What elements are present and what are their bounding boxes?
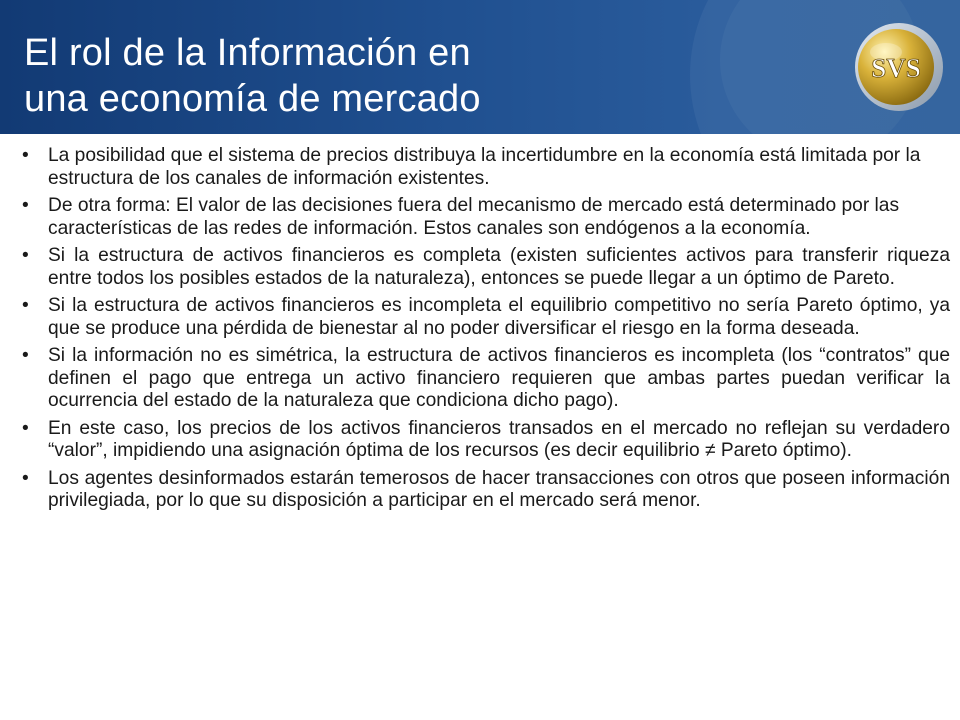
slide-header <box>0 0 960 134</box>
bullet-text: En este caso, los precios de los activos financieros transados en el mercado no reflejan su verdadero “valor”, impidiendo una asignación óptima de los recursos (es decir equilibrio ≠ Pareto óptimo). <box>48 417 950 461</box>
slide-title-line-2: una economía de mercado <box>24 78 481 120</box>
slide-title <box>24 30 481 122</box>
list-item <box>22 468 950 513</box>
slide-title-line-1: El rol de la Información en <box>24 32 471 74</box>
list-item <box>22 245 950 290</box>
list-item <box>22 195 950 240</box>
list-item <box>22 145 950 190</box>
bullet-icon: • <box>22 467 29 489</box>
logo-text: SVS <box>871 53 921 83</box>
svs-logo <box>852 20 946 114</box>
list-item <box>22 345 950 413</box>
bullet-text: Si la información no es simétrica, la estructura de activos financieros es incompleta (los “contratos” que definen el pago que entrega un activo financiero requieren que ambas partes puedan verificar la ocurrencia del estado de la naturaleza que condiciona dicho pago). <box>48 345 950 411</box>
bullet-text: Si la estructura de activos financieros es incompleta el equilibrio competitivo no sería Pareto óptimo, ya que se produce una pérdida de bienestar al no poder diversificar el riesgo en la forma deseada. <box>48 295 950 339</box>
bullet-icon: • <box>22 417 29 439</box>
list-item <box>22 295 950 340</box>
bullet-text: Si la estructura de activos financieros es completa (existen suficientes activos para transferir riqueza entre todos los posibles estados de la naturaleza), entonces se puede llegar a un óptimo de Pareto. <box>48 245 950 289</box>
bullet-list <box>22 145 950 518</box>
bullet-icon: • <box>22 245 29 266</box>
bullet-icon: • <box>22 145 29 166</box>
bullet-text: Los agentes desinformados estarán temerosos de hacer transacciones con otros que poseen información privilegiada, por lo que su disposición a participar en el mercado será menor. <box>48 467 950 511</box>
bullet-icon: • <box>22 295 29 316</box>
list-item <box>22 418 950 463</box>
bullet-text: De otra forma: El valor de las decisiones fuera del mecanismo de mercado está determinado por las características de las redes de información. Estos canales son endógenos a la economía. <box>48 195 900 239</box>
bullet-icon: • <box>22 195 29 216</box>
bullet-icon: • <box>22 345 29 366</box>
bullet-text: La posibilidad que el sistema de precios distribuya la incertidumbre en la economía está limitada por la estructura de los canales de información existentes. <box>48 145 921 189</box>
